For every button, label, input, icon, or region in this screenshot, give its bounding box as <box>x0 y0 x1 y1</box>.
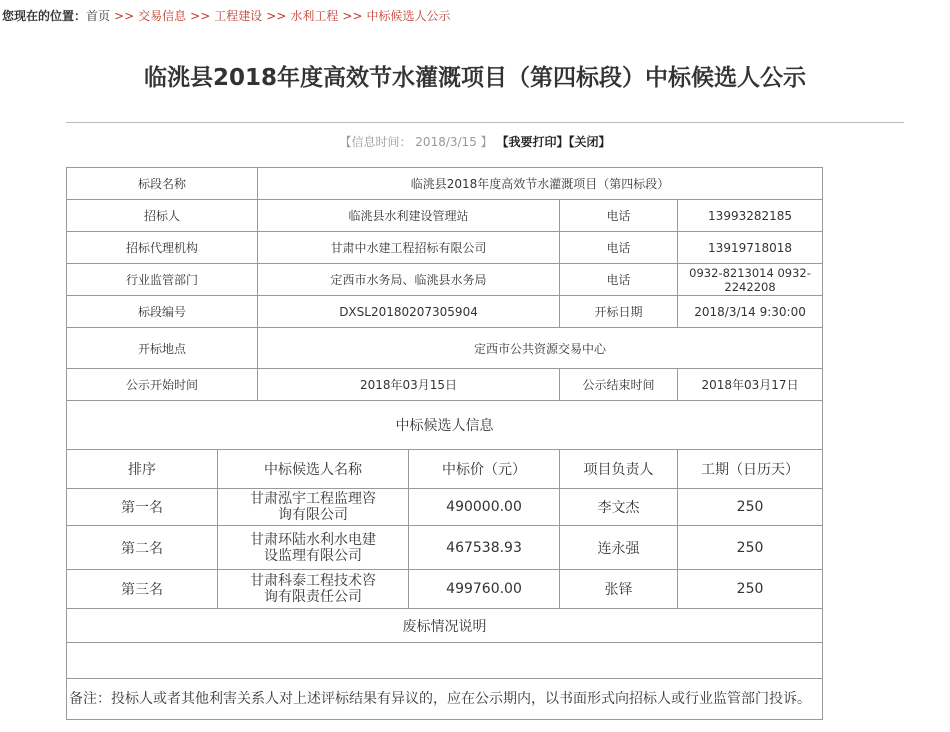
breadcrumb-current[interactable]: 中标候选人公示 <box>366 9 451 23</box>
info-bar <box>0 132 950 152</box>
agency-value: 甘肃中水建工程招标有限公司 <box>258 232 560 264</box>
candidate-name <box>218 526 409 570</box>
agency-phone: 13919718018 <box>678 232 823 264</box>
close-button[interactable]: 【关闭】 <box>568 135 611 149</box>
breadcrumb-home[interactable]: 首页 <box>86 9 111 23</box>
section-name-label: 标段名称 <box>67 168 258 200</box>
table-row <box>67 168 823 200</box>
open-place-value: 定西市公共资源交易中心 <box>258 328 823 369</box>
header-name: 中标候选人名称 <box>218 450 409 489</box>
phone-label: 电话 <box>560 232 678 264</box>
breadcrumb-separator: >> <box>266 9 287 23</box>
supervisor-phone: 0932-8213014 0932-2242208 <box>678 264 823 296</box>
candidate-rank: 第一名 <box>67 489 218 526</box>
table-row <box>67 200 823 232</box>
candidate-manager: 张铎 <box>560 570 678 609</box>
table-row <box>67 570 823 609</box>
title-divider <box>66 122 904 123</box>
table-row <box>67 296 823 328</box>
open-date-label: 开标日期 <box>560 296 678 328</box>
remark-note: 备注：投标人或者其他利害关系人对上述评标结果有异议的，应在公示期内，以书面形式向招标人或行业监管部门投诉。 <box>67 679 823 720</box>
section-no-label: 标段编号 <box>67 296 258 328</box>
candidate-days: 250 <box>678 489 823 526</box>
table-row <box>67 401 823 450</box>
candidate-name-line: 甘肃科泰工程技术咨 <box>250 573 376 589</box>
candidate-days: 250 <box>678 570 823 609</box>
table-row <box>67 526 823 570</box>
section-no-value: DXSL20180207305904 <box>258 296 560 328</box>
header-price: 中标价（元） <box>409 450 560 489</box>
candidate-price: 467538.93 <box>409 526 560 570</box>
candidate-manager: 连永强 <box>560 526 678 570</box>
open-date-value: 2018/3/14 9:30:00 <box>678 296 823 328</box>
candidate-name-line: 询有限公司 <box>278 507 348 523</box>
candidate-rank: 第三名 <box>67 570 218 609</box>
breadcrumb-trade-info[interactable]: 交易信息 <box>138 9 187 23</box>
supervisor-label: 行业监管部门 <box>67 264 258 296</box>
tenderer-label: 招标人 <box>67 200 258 232</box>
table-row <box>67 450 823 489</box>
tenderer-value: 临洮县水利建设管理站 <box>258 200 560 232</box>
breadcrumb-water-works[interactable]: 水利工程 <box>290 9 339 23</box>
table-row <box>67 328 823 369</box>
candidate-name <box>218 570 409 609</box>
publish-start-label: 公示开始时间 <box>67 369 258 401</box>
phone-label: 电话 <box>560 200 678 232</box>
page-title: 临洮县2018年度高效节水灌溉项目（第四标段）中标候选人公示 <box>143 65 806 91</box>
phone-label: 电话 <box>560 264 678 296</box>
table-row <box>67 643 823 679</box>
print-button[interactable]: 【我要打印】 <box>496 135 569 149</box>
table-row <box>67 369 823 401</box>
candidate-price: 490000.00 <box>409 489 560 526</box>
candidates-section-title: 中标候选人信息 <box>67 401 823 450</box>
announcement-table <box>66 167 823 720</box>
info-time: 【信息时间： 2018/3/15 】 <box>339 135 493 149</box>
publish-end-label: 公示结束时间 <box>560 369 678 401</box>
supervisor-value: 定西市水务局、临洮县水务局 <box>258 264 560 296</box>
breadcrumb-construction[interactable]: 工程建设 <box>214 9 263 23</box>
breadcrumb-separator: >> <box>190 9 211 23</box>
invalid-bid-title: 废标情况说明 <box>67 609 823 643</box>
table-row <box>67 679 823 720</box>
table-row <box>67 609 823 643</box>
candidate-name <box>218 489 409 526</box>
invalid-bid-content <box>67 643 823 679</box>
header-rank: 排序 <box>67 450 218 489</box>
table-row <box>67 264 823 296</box>
breadcrumb-separator: >> <box>114 9 135 23</box>
breadcrumb <box>2 6 451 26</box>
publish-end-value: 2018年03月17日 <box>678 369 823 401</box>
header-manager: 项目负责人 <box>560 450 678 489</box>
tenderer-phone: 13993282185 <box>678 200 823 232</box>
candidate-manager: 李文杰 <box>560 489 678 526</box>
agency-label: 招标代理机构 <box>67 232 258 264</box>
publish-start-value: 2018年03月15日 <box>258 369 560 401</box>
table-row <box>67 489 823 526</box>
breadcrumb-separator: >> <box>342 9 363 23</box>
candidate-days: 250 <box>678 526 823 570</box>
breadcrumb-lead: 您现在的位置： <box>2 9 87 23</box>
candidate-name-line: 甘肃环陆水利水电建 <box>250 531 376 548</box>
candidate-price: 499760.00 <box>409 570 560 609</box>
header-days: 工期（日历天） <box>678 450 823 489</box>
table-row <box>67 232 823 264</box>
candidate-rank: 第二名 <box>67 526 218 570</box>
section-name-value: 临洮县2018年度高效节水灌溉项目（第四标段） <box>258 168 823 200</box>
candidate-name-line: 询有限责任公司 <box>264 589 362 605</box>
candidate-name-line: 设监理有限公司 <box>264 547 362 564</box>
candidate-name-line: 甘肃泓宇工程监理咨 <box>250 491 376 507</box>
open-place-label: 开标地点 <box>67 328 258 369</box>
